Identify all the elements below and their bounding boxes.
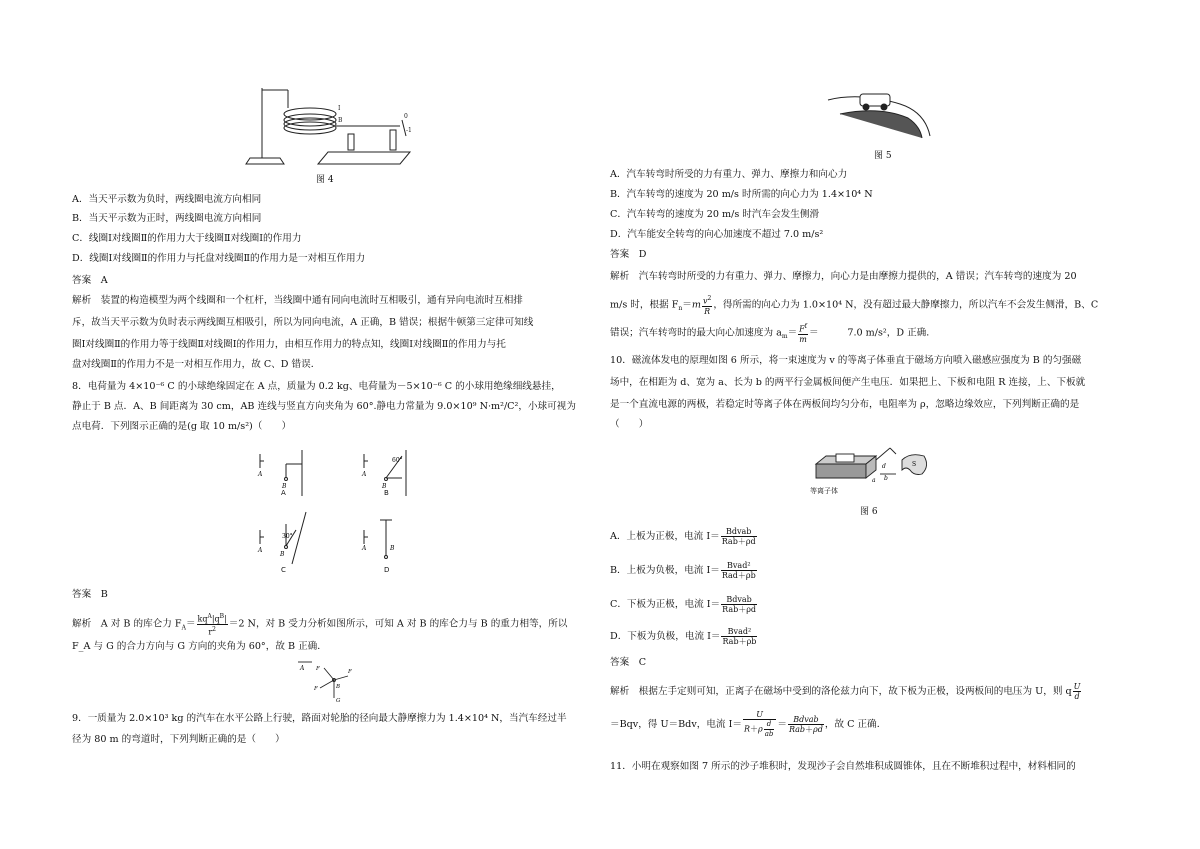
- q9-stem-line-2: 径为 80 m 的弯道时，下列判断正确的是（ ）: [72, 734, 285, 745]
- svg-text:b: b: [884, 475, 888, 482]
- q8-stem-line-3: 点电荷．下列图示正确的是(g 取 10 m/s²)（ ）: [72, 421, 292, 432]
- svg-text:B: B: [336, 684, 341, 690]
- q10-option-b: [610, 560, 758, 582]
- q10-option-b-text: B．上板为负极，电流 I＝: [610, 565, 720, 576]
- q7-option-d: D．线圈Ⅰ对线圈Ⅱ的作用力与托盘对线圈Ⅱ的作用力是一对相互作用力: [72, 253, 366, 264]
- q8-analysis-text-b: ＝2 N，对 B 受力分析如图所示，可知 A 对 B 的库仑力与 B 的重力相等，所以: [228, 618, 568, 630]
- q10-option-a-numerator: Bdvab: [721, 527, 757, 537]
- q8-analysis-text-a: 解析 A 对 B 的库仑力 F: [72, 618, 182, 630]
- svg-text:A: A: [258, 547, 263, 554]
- q10-option-b-fraction: [721, 561, 757, 580]
- q10-option-a-text: A．上板为正极，电流 I＝: [610, 531, 720, 542]
- q10-option-d: [610, 626, 758, 648]
- q10-option-c-fraction: [721, 595, 757, 614]
- svg-text:I: I: [338, 105, 341, 112]
- figure-6-caption: 图 6: [860, 507, 878, 517]
- figure-5-caption: 图 5: [874, 151, 892, 161]
- q8-stem-line-2: 静止于 B 点．A、B 间距离为 30 cm，AB 连线与竖直方向夹角为 60°.静电力常量为 9.0×10⁹ N·m²/C²，小球可视为: [72, 401, 576, 412]
- svg-text:-1: -1: [406, 127, 412, 134]
- q10-option-a-denominator: Rab＋ρd: [721, 537, 756, 546]
- q8-force-diagram: [290, 658, 370, 704]
- svg-text:B: B: [280, 551, 285, 558]
- q10-analysis-text-c: ，故 C 正确．: [824, 719, 887, 730]
- figure-5-car-on-curve: [820, 86, 940, 142]
- voltage-fraction: $\frac{U}{d}$: [1073, 682, 1081, 701]
- q9-analysis-line-3: 错误；汽车转弯时的最大向心加速度为 $a_m=$ $\frac{F^f}{m}$ ＝ 7.0 m/s²，D 正确．: [610, 323, 936, 344]
- svg-text:A: A: [258, 471, 263, 478]
- q9-option-c: C．汽车转弯的速度为 20 m/s 时汽车会发生侧滑: [610, 209, 820, 220]
- figure-6-plasma-label: 等离子体: [810, 487, 838, 495]
- q10-option-d-numerator: Bvad²: [721, 627, 757, 637]
- q9-answer: 答案 D: [610, 249, 647, 260]
- figure-4-coil-balance: [240, 86, 430, 166]
- q9-option-b: B．汽车转弯的速度为 20 m/s 时所需的向心力为 1.4×10⁴ N: [610, 189, 873, 200]
- svg-text:B: B: [282, 483, 287, 490]
- q9-analysis-text-c: 错误；汽车转弯时的最大向心加速度为 a: [610, 327, 782, 339]
- q10-stem-line-2: 场中，在相距为 d、宽为 a、长为 b 的两平行金属板间便产生电压．如果把上、下板和电阻 R 连接，上、下板就: [610, 377, 1086, 388]
- q9-analysis-text-a: m/s 时，根据 F: [610, 299, 679, 311]
- q10-analysis-line-1: [610, 682, 1082, 702]
- q7-answer: 答案 A: [72, 275, 108, 286]
- svg-text:0: 0: [404, 113, 408, 120]
- q10-option-d-denominator: Rab＋ρb: [722, 637, 757, 646]
- q10-option-c: [610, 594, 758, 616]
- q9-option-d: D．汽车能安全转弯的向心加速度不超过 7.0 m/s²: [610, 229, 824, 240]
- q10-option-d-fraction: [721, 627, 757, 646]
- q7-option-a: A．当天平示数为负时，两线圈电流方向相同: [72, 194, 262, 205]
- q10-option-d-text: D．下板为负极，电流 I＝: [610, 631, 721, 642]
- q7-option-c: C．线圈Ⅰ对线圈Ⅱ的作用力大于线圈Ⅱ对线圈Ⅰ的作用力: [72, 233, 302, 244]
- svg-text:a: a: [872, 477, 876, 484]
- q11-stem-line-1: 11．小明在观察如图 7 所示的沙子堆积时，发现沙子会自然堆积成圆锥体，且在不断堆积过程中，材料相同的: [610, 761, 1076, 772]
- svg-text:60°: 60°: [392, 457, 403, 464]
- svg-text:B: B: [382, 483, 387, 490]
- svg-text:S: S: [912, 461, 917, 468]
- q9-analysis-text-d: 7.0 m/s²，D 正确．: [847, 327, 936, 339]
- q10-stem-line-1: 10．磁流体发电的原理如图 6 所示，将一束速度为 v 的等离子体垂直于磁场方向喷入磁感应强度为 B 的匀强磁: [610, 355, 1082, 366]
- svg-text:B: B: [390, 545, 395, 552]
- q9-option-a: A．汽车转弯时所受的力有重力、弹力、摩擦力和向心力: [610, 169, 848, 180]
- svg-text:d: d: [882, 463, 886, 470]
- svg-text:F: F: [316, 666, 320, 672]
- q8-figure-a-label: A: [281, 489, 286, 497]
- q8-figure-d: [356, 510, 426, 568]
- svg-text:F: F: [314, 686, 318, 692]
- q9-analysis-line-1: 解析 汽车转弯时所受的力有重力、弹力、摩擦力，向心力是由摩擦力提供的，A 错误；汽车转弯的速度为 20: [610, 271, 1077, 282]
- q8-answer: 答案 B: [72, 589, 108, 600]
- q10-stem-line-4: （ ）: [610, 419, 649, 430]
- figure-4-caption: 图 4: [316, 175, 334, 185]
- q10-option-c-text: C．下板为正极，电流 I＝: [610, 599, 721, 610]
- svg-text:G: G: [336, 698, 341, 704]
- q7-option-b: B．当天平示数为正时，两线圈电流方向相同: [72, 213, 262, 224]
- q10-analysis-text-a: 解析 根据左手定则可知，正离子在磁场中受到的洛伦兹力向下，故下板为正极，设两板间的电压为 U，则 q: [610, 686, 1072, 697]
- q10-stem-line-3: 是一个直流电源的两极，若稳定时等离子体在两板间均匀分布，电阻率为 ρ，忽略边缘效应，下列判断正确的是: [610, 399, 1080, 410]
- q10-option-b-numerator: Bvad²: [721, 561, 757, 571]
- q10-analysis-line-2: ＝Bqv，得 U＝Bdv，电流 I＝ U R＋ρ $\frac{d}{ab}$ ＝ $\frac{\text{Bdvab}}{\text{Rab＋ρd}}$ ，故 C 正确．: [610, 710, 887, 738]
- q8-analysis-line-1: 解析 A 对 B 的库仑力 $F_A=$ $\frac{kq^A|q^B|}{r^2}$ ＝2 N，对 B 受力分析如图所示，可知 A 对 B 的库仑力与 B 的重力相等，所以: [72, 613, 568, 637]
- q9-stem-line-1: 9．一质量为 2.0×10³ kg 的汽车在水平公路上行驶，路面对轮胎的径向最大静摩擦力为 1.4×10⁴ N，当汽车经过半: [72, 713, 567, 724]
- svg-text:A: A: [300, 665, 305, 672]
- q10-answer: 答案 C: [610, 657, 647, 668]
- centripetal-fraction: $\frac{v^2}{R}$: [702, 295, 712, 316]
- q8-figure-c: [252, 510, 322, 568]
- q10-option-b-denominator: Rad＋ρb: [721, 571, 756, 580]
- q10-option-c-denominator: Rab＋ρd: [722, 605, 757, 614]
- q8-figure-d-label: D: [384, 566, 390, 574]
- q7-analysis-line-3: 圈Ⅰ对线圈Ⅱ的作用力等于线圈Ⅱ对线圈Ⅰ的作用力，由相互作用力的特点知，线圈Ⅰ对线圈Ⅱ的作用力与托: [72, 339, 506, 350]
- svg-text:A: A: [362, 545, 367, 552]
- q9-analysis-text-b: ，得所需的向心力为 1.0×10⁴ N，没有超过最大静摩擦力，所以汽车不会发生侧滑，B、C: [713, 299, 1099, 311]
- q7-analysis-line-1: 解析 装置的构造模型为两个线圈和一个杠杆，当线圈中通有同向电流时互相吸引，通有异向电流时互相排: [72, 295, 523, 306]
- q8-figure-b: [356, 448, 426, 498]
- acceleration-fraction: $\frac{F^f}{m}$: [799, 323, 807, 344]
- q10-option-c-numerator: Bdvab: [721, 595, 757, 605]
- q10-option-a-fraction: [721, 527, 757, 546]
- q7-analysis-line-4: 盘对线圈Ⅱ的作用力不是一对相互作用力，故 C、D 错误．: [72, 359, 321, 370]
- q8-figure-b-label: B: [384, 489, 389, 497]
- svg-text:B: B: [338, 117, 343, 124]
- svg-text:A: A: [362, 471, 367, 478]
- q10-analysis-text-b: ＝Bqv，得 U＝Bdv，电流 I＝: [610, 719, 742, 730]
- q8-stem-line-1: 8．电荷量为 4×10⁻⁶ C 的小球绝缘固定在 A 点，质量为 0.2 kg、电荷量为－5×10⁻⁶ C 的小球用绝缘细线悬挂，: [72, 381, 561, 392]
- q8-figure-c-label: C: [281, 566, 286, 574]
- current-fraction: U R＋ρ $\frac{d}{ab}$: [743, 710, 776, 739]
- q10-option-a: [610, 526, 758, 548]
- svg-text:F: F: [348, 669, 352, 675]
- current-result-fraction: $\frac{\text{Bdvab}}{\text{Rab＋ρd}}$: [788, 715, 823, 734]
- coulomb-fraction: $\frac{kq^A|q^B|}{r^2}$: [197, 613, 227, 637]
- q8-analysis-line-2: F_A 与 G 的合力方向与 G 方向的夹角为 60°，故 B 正确．: [72, 641, 327, 652]
- q9-analysis-line-2: m/s 时，根据 $F_n=m$ $\frac{v^2}{R}$ ，得所需的向心力为 1.0×10⁴ N，没有超过最大静摩擦力，所以汽车不会发生侧滑，B、C: [610, 295, 1099, 316]
- q7-analysis-line-2: 斥，故当天平示数为负时表示两线圈互相吸引，所以为同向电流，A 正确，B 错误；根据牛顿第三定律可知线: [72, 317, 534, 328]
- q8-figure-a: [252, 448, 322, 498]
- svg-text:30°: 30°: [282, 533, 293, 540]
